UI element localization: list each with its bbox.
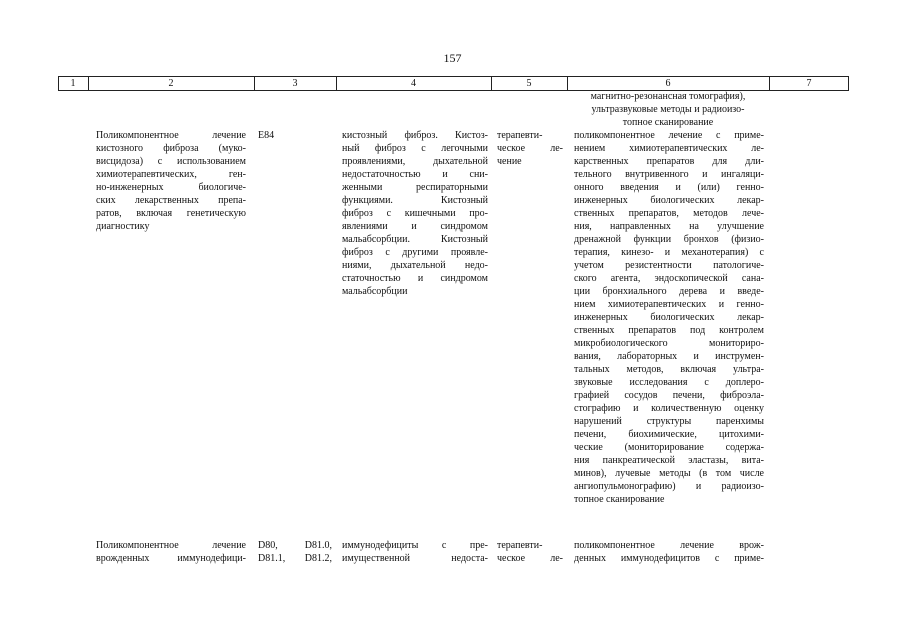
text-line: дренажной функции бронхов (физио- xyxy=(574,234,764,245)
text-line: мальабсорбции xyxy=(342,286,408,297)
text-line: ции бронхиального дерева и введе- xyxy=(574,286,764,297)
text-line: нием химиотерапевтических и генно- xyxy=(574,299,764,310)
row1-diagnosis xyxy=(342,129,488,298)
row2-diagnosis xyxy=(342,539,488,565)
header-col-5: 5 xyxy=(526,78,532,89)
text-line: но-инженерных биологиче- xyxy=(96,182,246,193)
text-line: инженерных биологических лекар- xyxy=(574,312,764,323)
row1-icd-codes xyxy=(258,129,328,142)
text-line: ственных препаратов под контролем xyxy=(574,325,764,336)
text-line: химиотерапевтических, ген- xyxy=(96,169,246,180)
text-line: ческое ле- xyxy=(497,553,563,564)
text-line: ческое ле- xyxy=(497,143,563,154)
text-line: ческие (мониторирование содержа- xyxy=(574,442,764,453)
text-line: ского агента, эндоскопической сана- xyxy=(574,273,764,284)
text-line: D80, D81.0, xyxy=(258,540,332,551)
text-line: денных иммунодефицитов с приме- xyxy=(574,553,764,564)
table-header-row xyxy=(58,76,849,91)
text-line: D81.1, D81.2, xyxy=(258,553,332,564)
text-line: проявлениями, дыхательной xyxy=(342,156,488,167)
text-line: явлениями и синдромом xyxy=(342,221,488,232)
text-line: онного введения и (или) генно- xyxy=(574,182,764,193)
header-col-7: 7 xyxy=(806,78,812,89)
row2-treatment-method xyxy=(574,539,764,565)
text-line: фиброз с другими проявле- xyxy=(342,247,488,258)
text-line: кистозный фиброз. Кистоз- xyxy=(342,130,488,141)
row2-icd-codes xyxy=(258,539,332,565)
text-line: ния панкреатической эластазы, вита- xyxy=(574,455,764,466)
text-line: печени, биохимические, цитохими- xyxy=(574,429,764,440)
row1-treatment-type xyxy=(497,129,563,168)
text-line: стографию и количественную оценку xyxy=(574,403,764,414)
text-line: звуковые исследования с доплеро- xyxy=(574,377,764,388)
text-line: карственных препаратов для дли- xyxy=(574,156,764,167)
text-line: мальабсорбции. Кистозный xyxy=(342,234,488,245)
text-line: имущественной недоста- xyxy=(342,553,488,564)
text-line: фиброз с кишечными про- xyxy=(342,208,488,219)
text-line: нарушений структуры паренхимы xyxy=(574,416,764,427)
text-line: ратов, включая генетическую xyxy=(96,208,246,219)
text-line: поликомпонентное лечение с приме- xyxy=(574,130,764,141)
text-line: магнитно-резонансная томография), xyxy=(590,91,746,102)
text-line: недостаточностью и сни- xyxy=(342,169,488,180)
text-line: нением химиотерапевтических ле- xyxy=(574,143,764,154)
text-line: врожденных иммунодефици- xyxy=(96,553,246,564)
continuation-col6 xyxy=(567,90,769,129)
text-line: минов), лучевые методы (в том числе xyxy=(574,468,764,479)
row2-method-name xyxy=(96,539,246,565)
text-line: ственных препаратов, методов лече- xyxy=(574,208,764,219)
text-line: женными респираторными xyxy=(342,182,488,193)
text-line: чение xyxy=(497,156,522,167)
text-line: учетом резистентности патологиче- xyxy=(574,260,764,271)
text-line: диагностику xyxy=(96,221,150,232)
text-line: инженерных биологических лекар- xyxy=(574,195,764,206)
text-line: ный фиброз с легочными xyxy=(342,143,488,154)
header-col-2: 2 xyxy=(168,78,174,89)
text-line: ангиопульмонографию) и радиоизо- xyxy=(574,481,764,492)
text-line: функциями. Кистозный xyxy=(342,195,488,206)
page-number: 157 xyxy=(443,51,462,65)
header-col-1: 1 xyxy=(70,78,76,89)
row2-treatment-type xyxy=(497,539,563,565)
text-line: топное сканирование xyxy=(574,494,665,505)
text-line: Поликомпонентное лечение xyxy=(96,540,246,551)
text-line: статочностью и синдромом xyxy=(342,273,488,284)
header-col-6: 6 xyxy=(665,78,671,89)
text-line: E84 xyxy=(258,130,275,141)
text-line: поликомпонентное лечение врож- xyxy=(574,540,764,551)
row1-method-name xyxy=(96,129,246,233)
text-line: иммунодефициты с пре- xyxy=(342,540,488,551)
text-line: ских лекарственных препа- xyxy=(96,195,246,206)
row1-treatment-method xyxy=(574,129,764,506)
text-line: ультразвуковые методы и радиоизо- xyxy=(591,104,745,115)
text-line: кистозного фиброза (муко- xyxy=(96,143,246,154)
text-line: вания, лабораторных и инструмен- xyxy=(574,351,764,362)
header-col-3: 3 xyxy=(292,78,298,89)
text-line: тальных методов, включая ультра- xyxy=(574,364,764,375)
text-line: микробиологического мониториро- xyxy=(574,338,764,349)
text-line: терапевти- xyxy=(497,540,543,551)
text-line: ниями, дыхательной недо- xyxy=(342,260,488,271)
text-line: висцидоза) с использованием xyxy=(96,156,246,167)
column-divider xyxy=(848,77,849,90)
text-line: топное сканирование xyxy=(622,117,714,128)
text-line: терапевти- xyxy=(497,130,543,141)
text-line: Поликомпонентное лечение xyxy=(96,130,246,141)
text-line: тельного внутривенного и ингаляци- xyxy=(574,169,764,180)
text-line: терапия, кинезо- и механотерапия) с xyxy=(574,247,764,258)
text-line: графией сосудов печени, фиброэла- xyxy=(574,390,764,401)
header-col-4: 4 xyxy=(411,78,416,89)
text-line: ния, направленных на улучшение xyxy=(574,221,764,232)
